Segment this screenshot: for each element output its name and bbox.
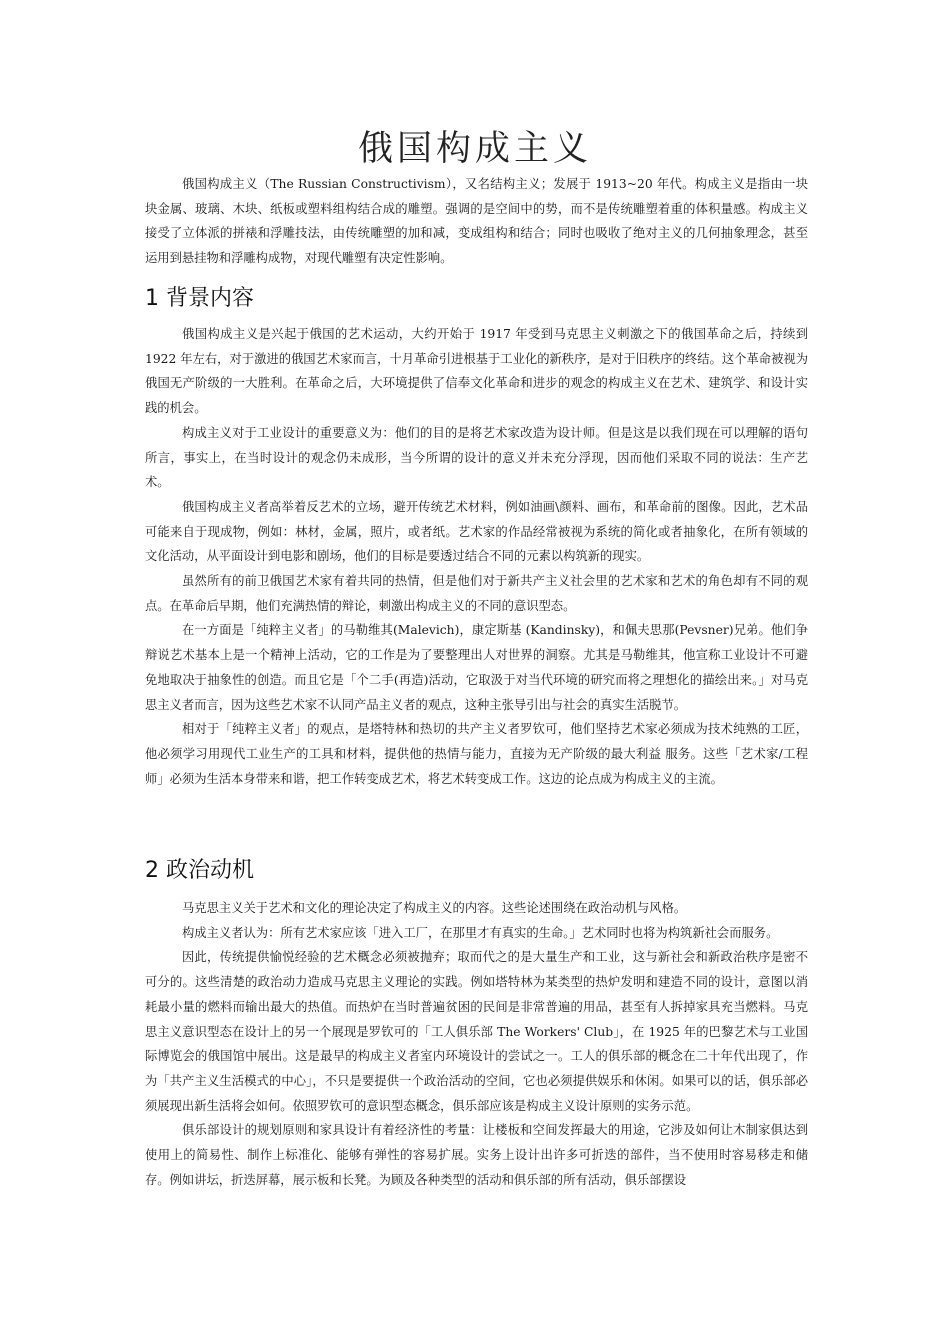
intro-block (145, 172, 808, 271)
section-heading-politics: 2 政治动机 (145, 858, 254, 883)
body-paragraph: 俱乐部设计的规划原则和家具设计有着经济性的考量：让楼板和空间发挥最大的用途，它涉及如何让木制家俱达到使用上的简易性、制作上标准化、能够有弹性的容易扩展。实务上设计出许多可折迭的部件，当不使用时容易移走和储存。例如讲坛，折迭屏幕，展示板和长凳。为顾及各种类型的活动和俱乐部的所有活动，俱乐部摆设 (145, 1123, 808, 1187)
body-paragraph: 虽然所有的前卫俄国艺术家有着共同的热情，但是他们对于新共产主义社会里的艺术家和艺术的角色却有不同的观点。在革命后早期，他们充满热情的辩论，刺激出构成主义的不同的意识型态。 (145, 574, 808, 613)
body-paragraph: 在一方面是「纯粹主义者」的马勒维其(Malevich)，康定斯基 (Kandinsky)，和佩夫思那(Pevsner)兄弟。他们争辩说艺术基本上是一个精神上活动，它的工作是为了要整理出人对世界的洞察。尤其是马勒维其，他宣称工业设计不可避免地取决于抽象性的创造。而且它是「个二手(再造)活动，它取汲于对当代环境的研究而将之理想化的描绘出来。」对马克思主义者而言，因为这些艺术家不认同产品主义者的观点，这种主张导引出与社会的真实生活脱节。 (145, 623, 808, 712)
body-paragraph: 构成主义对于工业设计的重要意义为：他们的目的是将艺术家改造为设计师。但是这是以我们现在可以理解的语句所言，事实上，在当时设计的观念仍未成形，当今所谓的设计的意义并未充分浮现，因而他们采取不同的说法：生产艺术。 (145, 425, 808, 490)
body-paragraph: 马克思主义关于艺术和文化的理论决定了构成主义的内容。这些论述围绕在政治动机与风格。 (182, 901, 687, 915)
document-title: 俄国构成主义 (357, 129, 592, 169)
body-paragraph: 相对于「纯粹主义者」的观点，是塔特林和热切的共产主义者罗钦可，他们坚持艺术家必须成为技术纯熟的工匠，他必须学习用现代工业生产的工具和材料，提供他的热情与能力，直接为无产阶级的最大利益 服务。这些「艺术家/工程师」必须为生活本身带来和谐，把工作转变成艺术，将艺术转变成工作。这边的论点成为构成主义的主流。 (145, 722, 808, 786)
body-paragraph: 构成主义者认为：所有艺术家应该「进入工厂，在那里才有真实的生命。」艺术同时也将为构筑新社会而服务。 (182, 925, 779, 940)
section-body-politics (145, 896, 808, 1192)
body-paragraph: 因此，传统提供愉悦经验的艺术概念必须被抛弃；取而代之的是大量生产和工业，这与新社会和新政治秩序是密不可分的。这些清楚的政治动力造成马克思主义理论的实践。例如塔特林为某类型的热炉发明和建造不同的设计，意图以消耗最小量的燃料而输出最大的热值。而热炉在当时普遍贫困的民间是非常普遍的用品，甚至有人拆掉家具充当燃料。马克思主义意识型态在设计上的另一个展现是罗钦可的「工人俱乐部 The Workers' Club」，在 1925 年的巴黎艺术与工业国际博览会的俄国馆中展出。这是最早的构成主义者室内环境设计的尝试之一。工人的俱乐部的概念在二十年代出现了，作为「共产主义生活模式的中心」，不只是要提供一个政治活动的空间，它也必须提供娱乐和休闲。如果可以的话，俱乐部必须展现出新生活将会如何。依照罗钦可的意识型态概念，俱乐部应该是构成主义设计原则的实务示范。 (145, 950, 808, 1113)
section-body-background (145, 322, 808, 791)
body-paragraph: 俄国构成主义者高举着反艺术的立场，避开传统艺术材料，例如油画\颜料、画布，和革命前的图像。因此，艺术品可能来自于现成物，例如：林材，金属，照片，或者纸。艺术家的作品经常被视为系统的简化或者抽象化，在所有领域的文化活动，从平面设计到电影和剧场，他们的目标是要透过结合不同的元素以构筑新的现实。 (145, 499, 808, 564)
body-paragraph: 俄国构成主义是兴起于俄国的艺术运动，大约开始于 1917 年受到马克思主义刺激之下的俄国革命之后，持续到 1922 年左右，对于激进的俄国艺术家而言，十月革命引进根基于工业化的新秩序，是对于旧秩序的终结。这个革命被视为俄国无产阶级的一大胜利。在革命之后，大环境提供了信奉文化革命和进步的观念的构成主义在艺术、建筑学、和设计实践的机会。 (145, 327, 808, 416)
intro-paragraph: 俄国构成主义（The Russian Constructivism），又名结构主义；发展于 1913~20 年代。构成主义是指由一块块金属、玻璃、木块、纸板或塑料组构结合成的雕塑。强调的是空间中的势，而不是传统雕塑着重的体积量感。构成主义接受了立体派的拼裱和浮雕技法，由传统雕塑的加和减，变成组构和结合；同时也吸收了绝对主义的几何抽象理念，甚至运用到悬挂物和浮雕构成物，对现代雕塑有决定性影响。 (145, 177, 808, 266)
section-heading-background: 1 背景内容 (145, 286, 254, 311)
